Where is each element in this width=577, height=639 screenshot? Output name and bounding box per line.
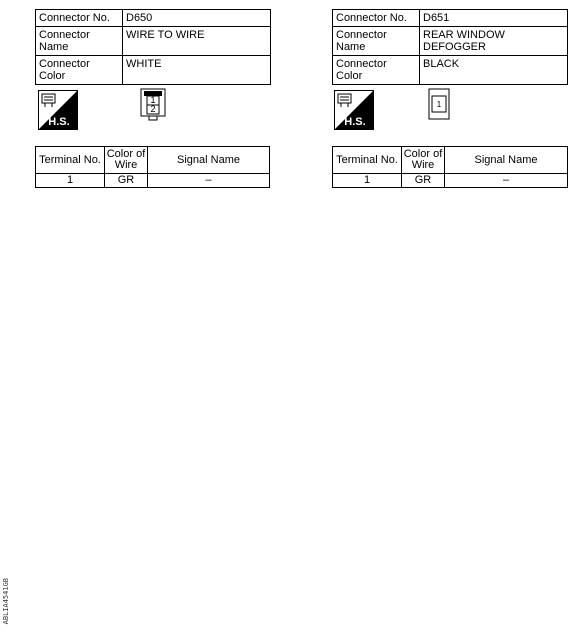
header-color-of-wire bbox=[402, 147, 445, 174]
value-connector-no: D650 bbox=[123, 10, 271, 27]
value-connector-name-line1: REAR WINDOW bbox=[423, 29, 505, 41]
cell-terminal: 1 bbox=[333, 174, 402, 188]
header-color-of-wire-line1: Color of bbox=[403, 148, 443, 160]
connector-info-table-d651 bbox=[332, 9, 568, 85]
pin-1-label: 1 bbox=[150, 95, 156, 105]
hs-label: H.S. bbox=[48, 116, 70, 128]
figure-reference-code: ABLIA4541GB bbox=[2, 578, 10, 625]
header-signal-name: Signal Name bbox=[445, 147, 568, 174]
value-connector-color: BLACK bbox=[420, 56, 568, 85]
header-color-of-wire-line2: Wire bbox=[411, 159, 435, 171]
header-terminal-no: Terminal No. bbox=[36, 147, 105, 174]
hs-label: H.S. bbox=[344, 116, 366, 128]
harness-side-icon bbox=[334, 90, 374, 130]
label-connector-no: Connector No. bbox=[333, 10, 420, 27]
header-signal-name: Signal Name bbox=[148, 147, 270, 174]
table-row bbox=[333, 174, 568, 188]
cell-terminal: 1 bbox=[36, 174, 105, 188]
connector-info-table-d650 bbox=[35, 9, 271, 85]
cell-wire-color: GR bbox=[105, 174, 148, 188]
header-color-of-wire-line2: Wire bbox=[114, 159, 138, 171]
header-color-of-wire bbox=[105, 147, 148, 174]
label-connector-name: Connector Name bbox=[333, 27, 420, 56]
cell-signal-name: – bbox=[445, 174, 568, 188]
connector-face-d650 bbox=[140, 88, 166, 122]
value-connector-no: D651 bbox=[420, 10, 568, 27]
pin-1-label: 1 bbox=[436, 100, 442, 109]
label-connector-color: Connector Color bbox=[36, 56, 123, 85]
label-connector-name: Connector Name bbox=[36, 27, 123, 56]
harness-side-icon bbox=[38, 90, 78, 130]
label-connector-no: Connector No. bbox=[36, 10, 123, 27]
connector-face-d651 bbox=[428, 88, 450, 120]
table-row bbox=[36, 174, 270, 188]
pin-2-label: 2 bbox=[150, 104, 156, 114]
label-connector-color: Connector Color bbox=[333, 56, 420, 85]
header-color-of-wire-line1: Color of bbox=[106, 148, 146, 160]
value-connector-name bbox=[420, 27, 568, 56]
header-terminal-no: Terminal No. bbox=[333, 147, 402, 174]
cell-wire-color: GR bbox=[402, 174, 445, 188]
cell-signal-name: – bbox=[148, 174, 270, 188]
value-connector-name-line2: DEFOGGER bbox=[423, 41, 486, 53]
terminal-table-d650 bbox=[35, 146, 270, 188]
value-connector-name: WIRE TO WIRE bbox=[123, 27, 271, 56]
terminal-table-d651 bbox=[332, 146, 568, 188]
value-connector-color: WHITE bbox=[123, 56, 271, 85]
